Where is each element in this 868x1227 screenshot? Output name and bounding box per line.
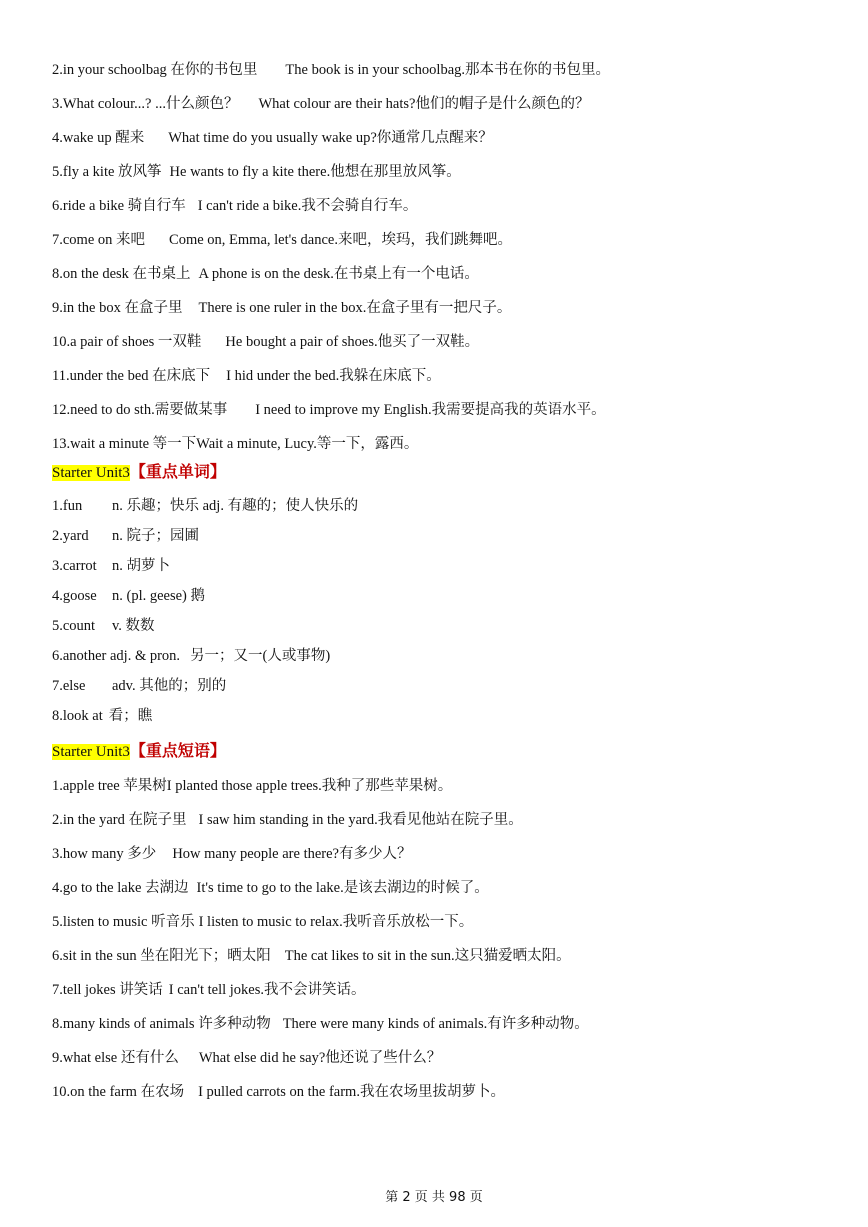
section-title: 【重点短语】	[129, 741, 226, 760]
phrase-item	[52, 230, 828, 250]
phrase-example: There were many kinds of animals.有许多种动物。	[282, 1016, 589, 1032]
word-term: 8.look at	[52, 708, 103, 724]
phrase-term: 9.in the box 在盒子里	[52, 300, 183, 316]
phrase-example: He wants to fly a kite there.他想在那里放风筝。	[169, 164, 461, 180]
section-title: 【重点单词】	[129, 462, 226, 481]
phrase-item	[52, 298, 828, 318]
word-meaning: n. (pl. geese) 鹅	[112, 588, 206, 604]
phrase-example: The cat likes to sit in the sun.这只猫爱晒太阳。	[284, 948, 571, 964]
phrase-example: There is one ruler in the box.在盒子里有一把尺子。	[198, 300, 512, 316]
phrase-item	[52, 264, 828, 284]
phrase-term: 6.ride a bike 骑自行车	[52, 198, 186, 214]
phrase-example: I saw him standing in the yard.我看见他站在院子里。	[198, 812, 523, 828]
phrase-example: I pulled carrots on the farm.我在农场里拔胡萝卜。	[198, 1084, 505, 1100]
phrase-term: 1.apple tree 苹果树	[52, 778, 167, 794]
phrase-example: The book is in your schoolbag.那本书在你的书包里。	[285, 62, 611, 78]
word-term: 7.else	[52, 678, 86, 694]
phrase-example: I hid under the bed.我躲在床底下。	[226, 368, 441, 384]
phrase-term: 9.what else 还有什么	[52, 1050, 179, 1066]
phrase-example: I need to improve my English.我需要提高我的英语水平。	[255, 402, 606, 418]
word-meaning: n. 胡萝卜	[112, 558, 170, 574]
word-item	[52, 526, 828, 546]
phrase-term: 3.how many 多少	[52, 846, 157, 862]
phrase-item	[52, 196, 828, 216]
word-meaning: n. 院子；园圃	[112, 528, 199, 544]
phrase-item	[52, 844, 828, 864]
phrase-item	[52, 776, 828, 796]
phrase-item	[52, 332, 828, 352]
word-meaning: 看；瞧	[108, 708, 153, 724]
phrase-example: He bought a pair of shoes.他买了一双鞋。	[225, 334, 480, 350]
phrase-term: 4.wake up 醒来	[52, 130, 145, 146]
page-footer: 第 2 页 共 98 页	[385, 1190, 483, 1205]
phrase-example: How many people are there?有多少人？	[172, 846, 412, 862]
phrase-item	[52, 94, 828, 114]
word-meaning: adv. 其他的；别的	[112, 678, 227, 694]
word-item	[52, 706, 828, 726]
word-item	[52, 646, 828, 666]
phrase-term: 3.What colour...? ...什么颜色？	[52, 96, 239, 112]
word-item	[52, 586, 828, 606]
phrase-term: 7.tell jokes 讲笑话	[52, 982, 163, 998]
phrase-item	[52, 60, 828, 80]
phrase-term: 2.in the yard 在院子里	[52, 812, 187, 828]
phrase-term: 12.need to do sth.需要做某事	[52, 402, 228, 418]
phrase-item	[52, 400, 828, 420]
word-term: 3.carrot	[52, 558, 97, 574]
unit-label: Starter Unit3	[52, 744, 130, 760]
phrase-term: 7.come on 来吧	[52, 232, 146, 248]
phrase-term: 2.in your schoolbag 在你的书包里	[52, 62, 258, 78]
phrase-example: I listen to music to relax.我听音乐放松一下。	[198, 914, 474, 930]
word-item	[52, 616, 828, 636]
phrase-example: I planted those apple trees.我种了那些苹果树。	[166, 778, 453, 794]
word-item	[52, 496, 828, 516]
word-meaning: n. 乐趣；快乐 adj. 有趣的；使人快乐的	[112, 498, 359, 514]
word-item	[52, 676, 828, 696]
phrase-item	[52, 366, 828, 386]
phrase-term: 8.many kinds of animals 许多种动物	[52, 1016, 271, 1032]
word-term: 6.another adj. & pron.	[52, 648, 181, 664]
phrase-example: It's time to go to the lake.是该去湖边的时候了。	[196, 880, 489, 896]
phrase-example: A phone is on the desk.在书桌上有一个电话。	[198, 266, 479, 282]
phrase-item	[52, 912, 828, 932]
phrase-item	[52, 946, 828, 966]
phrase-example: I can't tell jokes.我不会讲笑话。	[168, 982, 366, 998]
phrase-term: 4.go to the lake 去湖边	[52, 880, 189, 896]
word-term: 5.count	[52, 618, 96, 634]
phrase-term: 5.fly a kite 放风筝	[52, 164, 162, 180]
phrase-item	[52, 878, 828, 898]
phrase-term: 5.listen to music 听音乐	[52, 914, 195, 930]
phrase-term: 10.a pair of shoes 一双鞋	[52, 334, 202, 350]
phrase-item	[52, 810, 828, 830]
phrase-example: I can't ride a bike.我不会骑自行车。	[197, 198, 418, 214]
word-item	[52, 556, 828, 576]
phrase-item	[52, 162, 828, 182]
word-term: 2.yard	[52, 528, 89, 544]
word-meaning: 另一；又一(人或事物)	[190, 648, 331, 664]
section-heading-phrases	[52, 741, 828, 762]
word-term: 4.goose	[52, 588, 97, 604]
phrase-term: 6.sit in the sun 坐在阳光下；晒太阳	[52, 948, 271, 964]
phrase-example: Wait a minute, Lucy.等一下，露西。	[196, 436, 419, 452]
phrase-term: 11.under the bed 在床底下	[52, 368, 211, 384]
phrase-item	[52, 434, 828, 454]
phrase-term: 13.wait a minute 等一下	[52, 436, 197, 452]
phrase-item	[52, 1082, 828, 1102]
phrase-example: What else did he say?他还说了些什么？	[198, 1050, 442, 1066]
word-meaning: v. 数数	[112, 618, 155, 634]
word-term: 1.fun	[52, 498, 83, 514]
unit-label: Starter Unit3	[52, 465, 130, 481]
phrase-item	[52, 980, 828, 1000]
phrase-item	[52, 1014, 828, 1034]
phrase-item	[52, 1048, 828, 1068]
phrase-term: 10.on the farm 在农场	[52, 1084, 185, 1100]
phrase-example: Come on, Emma, let's dance.来吧，埃玛，我们跳舞吧。	[169, 232, 512, 248]
phrase-term: 8.on the desk 在书桌上	[52, 266, 191, 282]
phrase-example: What time do you usually wake up?你通常几点醒来？	[168, 130, 493, 146]
phrase-item	[52, 128, 828, 148]
section-heading-words	[52, 462, 828, 483]
phrase-example: What colour are their hats?他们的帽子是什么颜色的？	[258, 96, 590, 112]
